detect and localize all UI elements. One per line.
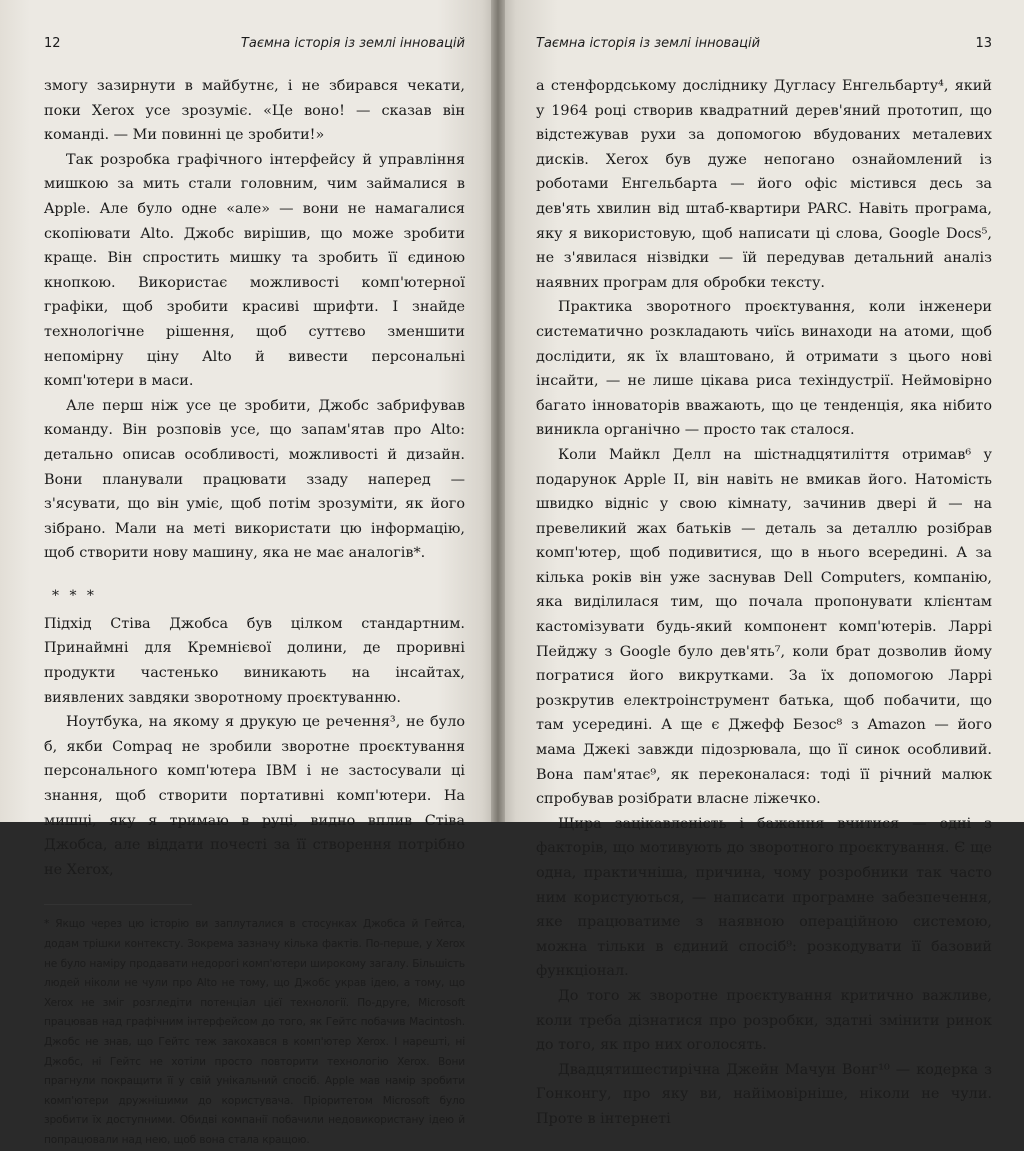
paragraph: Так розробка графічного інтерфейсу й управління мишкою за мить стали головним, чим займалися в Apple. Але було одне «але» — вони не намагалися скопіювати Alto. Джобс вирішив, що може зробити краще. Він спростить мишку та зробить її єдиною кнопкою. Використає можливості комп'ютерної графіки, щоб зробити красиві шрифти. І знайде технологічне рішення, щоб суттєво зменшити непомірну ціну Alto й вивести персональні комп'ютери в маси. xyxy=(44,151,465,390)
paragraph: Ноутбука, на якому я друкую це речення³, не було б, якби Compaq не зробили зворотне проєктування персонального комп'ютера IBM і не застосували ці знання, щоб створити портативні комп'ютери. На мишці, яку я тримаю в руці, видно вплив Стіва Джобса, але віддати почесті за її створення потрібно не Xerox, xyxy=(44,714,465,878)
footnote-rule xyxy=(44,904,192,905)
book-gutter xyxy=(491,0,505,822)
left-body-text xyxy=(44,74,465,882)
running-title: Таємна історія із землі інновацій xyxy=(536,36,761,51)
page-number: 12 xyxy=(44,36,61,51)
paragraph: Практика зворотного проєктування, коли інженери систематично розкладають чиїсь винаходи на атоми, щоб дослідити, як їх влаштовано, й отримати з цього нові інсайти, — не лише цікава риса техіндустрії. Неймовірно багато інноваторів вважають, що це тенденція, яка нібито виникла органічно — просто так сталося. xyxy=(536,299,992,439)
paragraph: змогу зазирнути в майбутнє, і не збирався чекати, поки Xerox усе зрозуміє. «Це воно! — сказав він команді. — Ми повинні це зробити!» xyxy=(44,78,465,144)
paragraph: Щира зацікавленість і бажання вчитися — одні з факторів, що мотивують до зворотного проєктування. Є ще одна, практичніша, причина, чому розробники так часто ним користуються, — написати програмне забезпечення, яке працюватиме з наявною операційною системою, можна тільки в єдиний спосіб⁹: розкодувати її базовий функціонал. xyxy=(536,815,992,980)
paragraph: Підхід Стіва Джобса був цілком стандартним. Принаймні для Кремнієвої долини, де проривні продукти частенько виникають на інсайтах, виявлених завдяки зворотному проєктуванню. xyxy=(44,615,465,706)
right-page-header xyxy=(536,36,992,58)
right-page xyxy=(500,0,1024,1127)
paragraph: До того ж зворотне проєктування критично важливе, коли треба дізнатися про розробки, здатні змінити ринок до того, як про них оголосять. xyxy=(536,987,992,1054)
paragraph: Але перш ніж усе це зробити, Джобс забрифував команду. Він розповів усе, що запам'ятав про Alto: детально описав особливості, можливості й дизайн. Вони планували працювати ззаду наперед — з'ясувати, що він уміє, щоб потім зрозуміти, як його зібрано. Мали на меті використати цю інформацію, щоб створити нову машину, яка не має аналогів*. xyxy=(44,397,465,562)
left-page xyxy=(0,0,497,1146)
section-break: * * * xyxy=(52,587,97,604)
footnote: * Якщо через цю історію ви заплуталися в стосунках Джобса й Гейтса, додам трішки контексту. Зокрема зазначу кілька фактів. По-перше, у Xerox не було наміру продавати недорогі комп'ютери широкому загалу. Більшість людей ніколи не чули про Alto не тому, що Джобс украв ідею, а тому, що Xerox не зміг розгледіти потенціал цієї технології. По-друге, Microsoft працював над графічним інтерфейсом до того, як Гейтс побачив Macintosh. Джобс не знав, що Гейтс теж закохався в комп'ютер Xerox. І нарешті, ні Джобс, ні Гейтс не хотіли просто повторити технологію Xerox. Вони прагнули покращити її у свій унікальний спосіб. Apple мав намір зробити комп'ютери дружнішими до користувача. Пріоритетом Microsoft було зробити їх доступними. Обидві компанії побачили недовикористану ідею й попрацювали над нею, щоб вона стала кращою. xyxy=(44,918,465,1146)
left-page-header xyxy=(44,36,465,58)
paragraph: а стенфордському досліднику Дугласу Енгельбарту⁴, який у 1964 році створив квадратний дерев'яний прототип, що відстежував рухи за допомогою вбудованих металевих дисків. Xerox був дуже непогано ознайомлений із роботами Енгельбарта — його офіс містився десь за дев'ять хвилин від штаб-квартири PARC. Навіть програма, яку я використовую, щоб написати ці слова, Google Docs⁵, не з'явилася нізвідки — їй передував детальний аналіз наявних програм для обробки тексту. xyxy=(536,78,992,291)
page-number: 13 xyxy=(975,36,992,51)
right-body-text xyxy=(536,74,992,1132)
running-title: Таємна історія із землі інновацій xyxy=(240,36,465,51)
paragraph: Коли Майкл Делл на шістнадцятиліття отримав⁶ у подарунок Apple II, він навіть не вмикав його. Натомість швидко відніс у свою кімнату, зачинив двері й — на превеликий жах батьків — деталь за деталлю розібрав комп'ютер, щоб подивитися, що в нього всередині. А за кілька років він уже заснував Dell Computers, компанію, яка виділилася тим, що почала пропонувати клієнтам кастомізувати будь-який компонент комп'ютерів. Ларрі Пейджу з Google було дев'ять⁷, коли брат дозволив йому погратися його викрутками. За їх допомогою Ларрі розкрутив електроінструмент батька, щоб побачити, що там усередині. А ще є Джефф Безос⁸ з Amazon — його мама Джекі завжди підозрювала, що її синок особливий. Вона пам'ятає⁹, як переконалася: тоді її річний малюк спробував розібрати власне ліжечко. xyxy=(536,446,992,808)
paragraph: Двадцятишестирічна Джейн Мачун Вонг¹⁰ — кодерка з Гонконгу, про яку ви, найімовірніше, ніколи не чули. Проте в інтернеті xyxy=(536,1061,992,1127)
